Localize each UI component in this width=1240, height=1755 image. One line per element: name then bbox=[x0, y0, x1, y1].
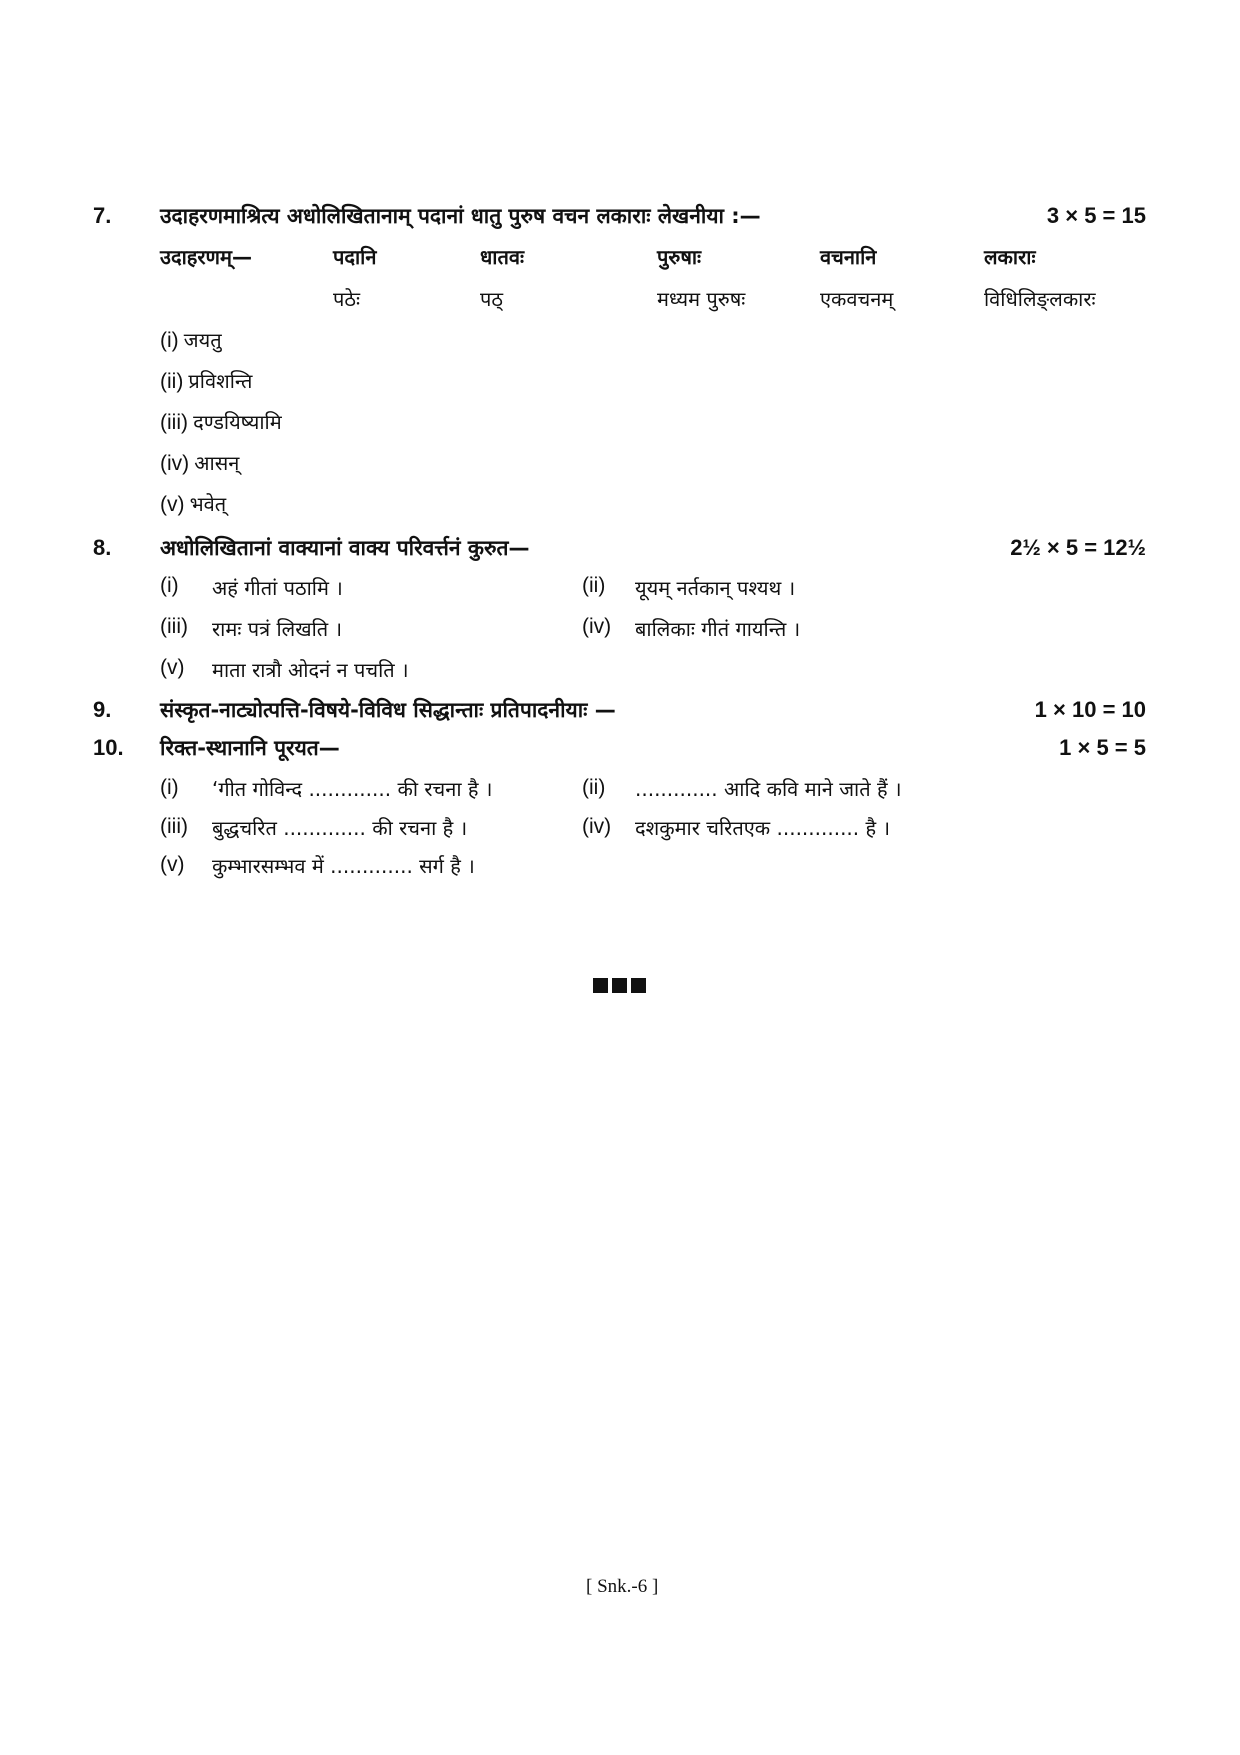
item-label: (iv) bbox=[582, 815, 612, 838]
item-label: (iii) bbox=[160, 815, 188, 838]
question-number: 8. bbox=[93, 535, 112, 560]
table-cell: पठेः bbox=[333, 287, 361, 311]
item-label: (i) bbox=[160, 574, 179, 597]
question-number: 10. bbox=[93, 735, 124, 760]
end-mark-square-icon bbox=[593, 978, 608, 993]
table-cell: एकवचनम् bbox=[820, 287, 894, 311]
item-text: जयतु bbox=[183, 328, 222, 352]
list-item bbox=[160, 449, 239, 476]
list-item bbox=[160, 490, 226, 517]
question-marks: 1 × 10 = 10 bbox=[1034, 697, 1146, 722]
table-cell: मध्यम पुरुषः bbox=[657, 287, 746, 311]
item-text: प्रविशन्ति bbox=[188, 369, 253, 393]
question-text: संस्कृत-नाट्योत्पत्ति-विषये-विविध सिद्धान्ताः प्रतिपादनीयाः — bbox=[160, 698, 616, 722]
question-number: 7. bbox=[93, 203, 112, 228]
question-marks: 3 × 5 = 15 bbox=[1046, 203, 1146, 228]
item-text: माता रात्रौ ओदनं न पचति । bbox=[212, 658, 409, 682]
table-cell: पठ् bbox=[480, 287, 503, 311]
question-number: 9. bbox=[93, 697, 112, 722]
question-marks: 2½ × 5 = 12½ bbox=[1010, 535, 1146, 560]
item-label: (v) bbox=[160, 493, 185, 516]
item-text: ............. आदि कवि माने जाते हैं । bbox=[635, 777, 902, 801]
item-label: (i) bbox=[160, 329, 179, 352]
item-text: अहं गीतां पठामि । bbox=[212, 576, 343, 600]
item-label: (iv) bbox=[582, 615, 612, 638]
item-text: रामः पत्रं लिखति । bbox=[212, 617, 343, 641]
table-header: पुरुषाः bbox=[657, 245, 702, 269]
item-text: बुद्धचरित ............. की रचना है । bbox=[212, 816, 468, 840]
item-label: (v) bbox=[160, 853, 185, 876]
table-header: धातवः bbox=[480, 245, 525, 269]
list-item bbox=[160, 326, 222, 353]
item-text: दशकुमार चरितएक ............. है । bbox=[635, 816, 891, 840]
item-label: (i) bbox=[160, 776, 179, 799]
table-header: पदानि bbox=[333, 245, 377, 269]
question-text: उदाहरणमाश्रित्य अधोलिखितानाम् पदानां धातु पुरुष वचन लकाराः लेखनीया :— bbox=[160, 204, 761, 228]
item-label: (iii) bbox=[160, 411, 188, 434]
question-text: रिक्त-स्थानानि पूरयत— bbox=[160, 736, 340, 760]
example-label: उदाहरणम्— bbox=[160, 245, 252, 269]
item-label: (ii) bbox=[582, 574, 606, 597]
question-marks: 1 × 5 = 5 bbox=[1059, 735, 1146, 760]
list-item bbox=[160, 408, 282, 435]
item-text: दण्डयिष्यामि bbox=[193, 410, 282, 434]
item-text: ‘गीत गोविन्द ............. की रचना है । bbox=[212, 777, 493, 801]
item-label: (iv) bbox=[160, 452, 190, 475]
item-label: (iii) bbox=[160, 615, 188, 638]
item-text: कुम्भारसम्भव में ............. सर्ग है । bbox=[212, 854, 475, 878]
item-label: (v) bbox=[160, 656, 185, 679]
item-label: (ii) bbox=[582, 776, 606, 799]
page-footer: [ Snk.-6 ] bbox=[586, 1576, 659, 1597]
item-text: यूयम् नर्तकान् पश्यथ । bbox=[635, 576, 796, 600]
table-header: लकाराः bbox=[984, 245, 1036, 269]
end-mark-square-icon bbox=[631, 978, 646, 993]
table-cell: विधिलिङ्लकारः bbox=[984, 287, 1096, 311]
question-text: अधोलिखितानां वाक्यानां वाक्य परिवर्त्तनं कुरुत— bbox=[160, 536, 530, 560]
item-text: बालिकाः गीतं गायन्ति । bbox=[635, 617, 801, 641]
table-header: वचनानि bbox=[820, 245, 877, 269]
end-mark-square-icon bbox=[612, 978, 627, 993]
list-item bbox=[160, 367, 252, 394]
item-label: (ii) bbox=[160, 370, 184, 393]
item-text: आसन् bbox=[194, 451, 240, 475]
item-text: भवेत् bbox=[189, 492, 227, 516]
